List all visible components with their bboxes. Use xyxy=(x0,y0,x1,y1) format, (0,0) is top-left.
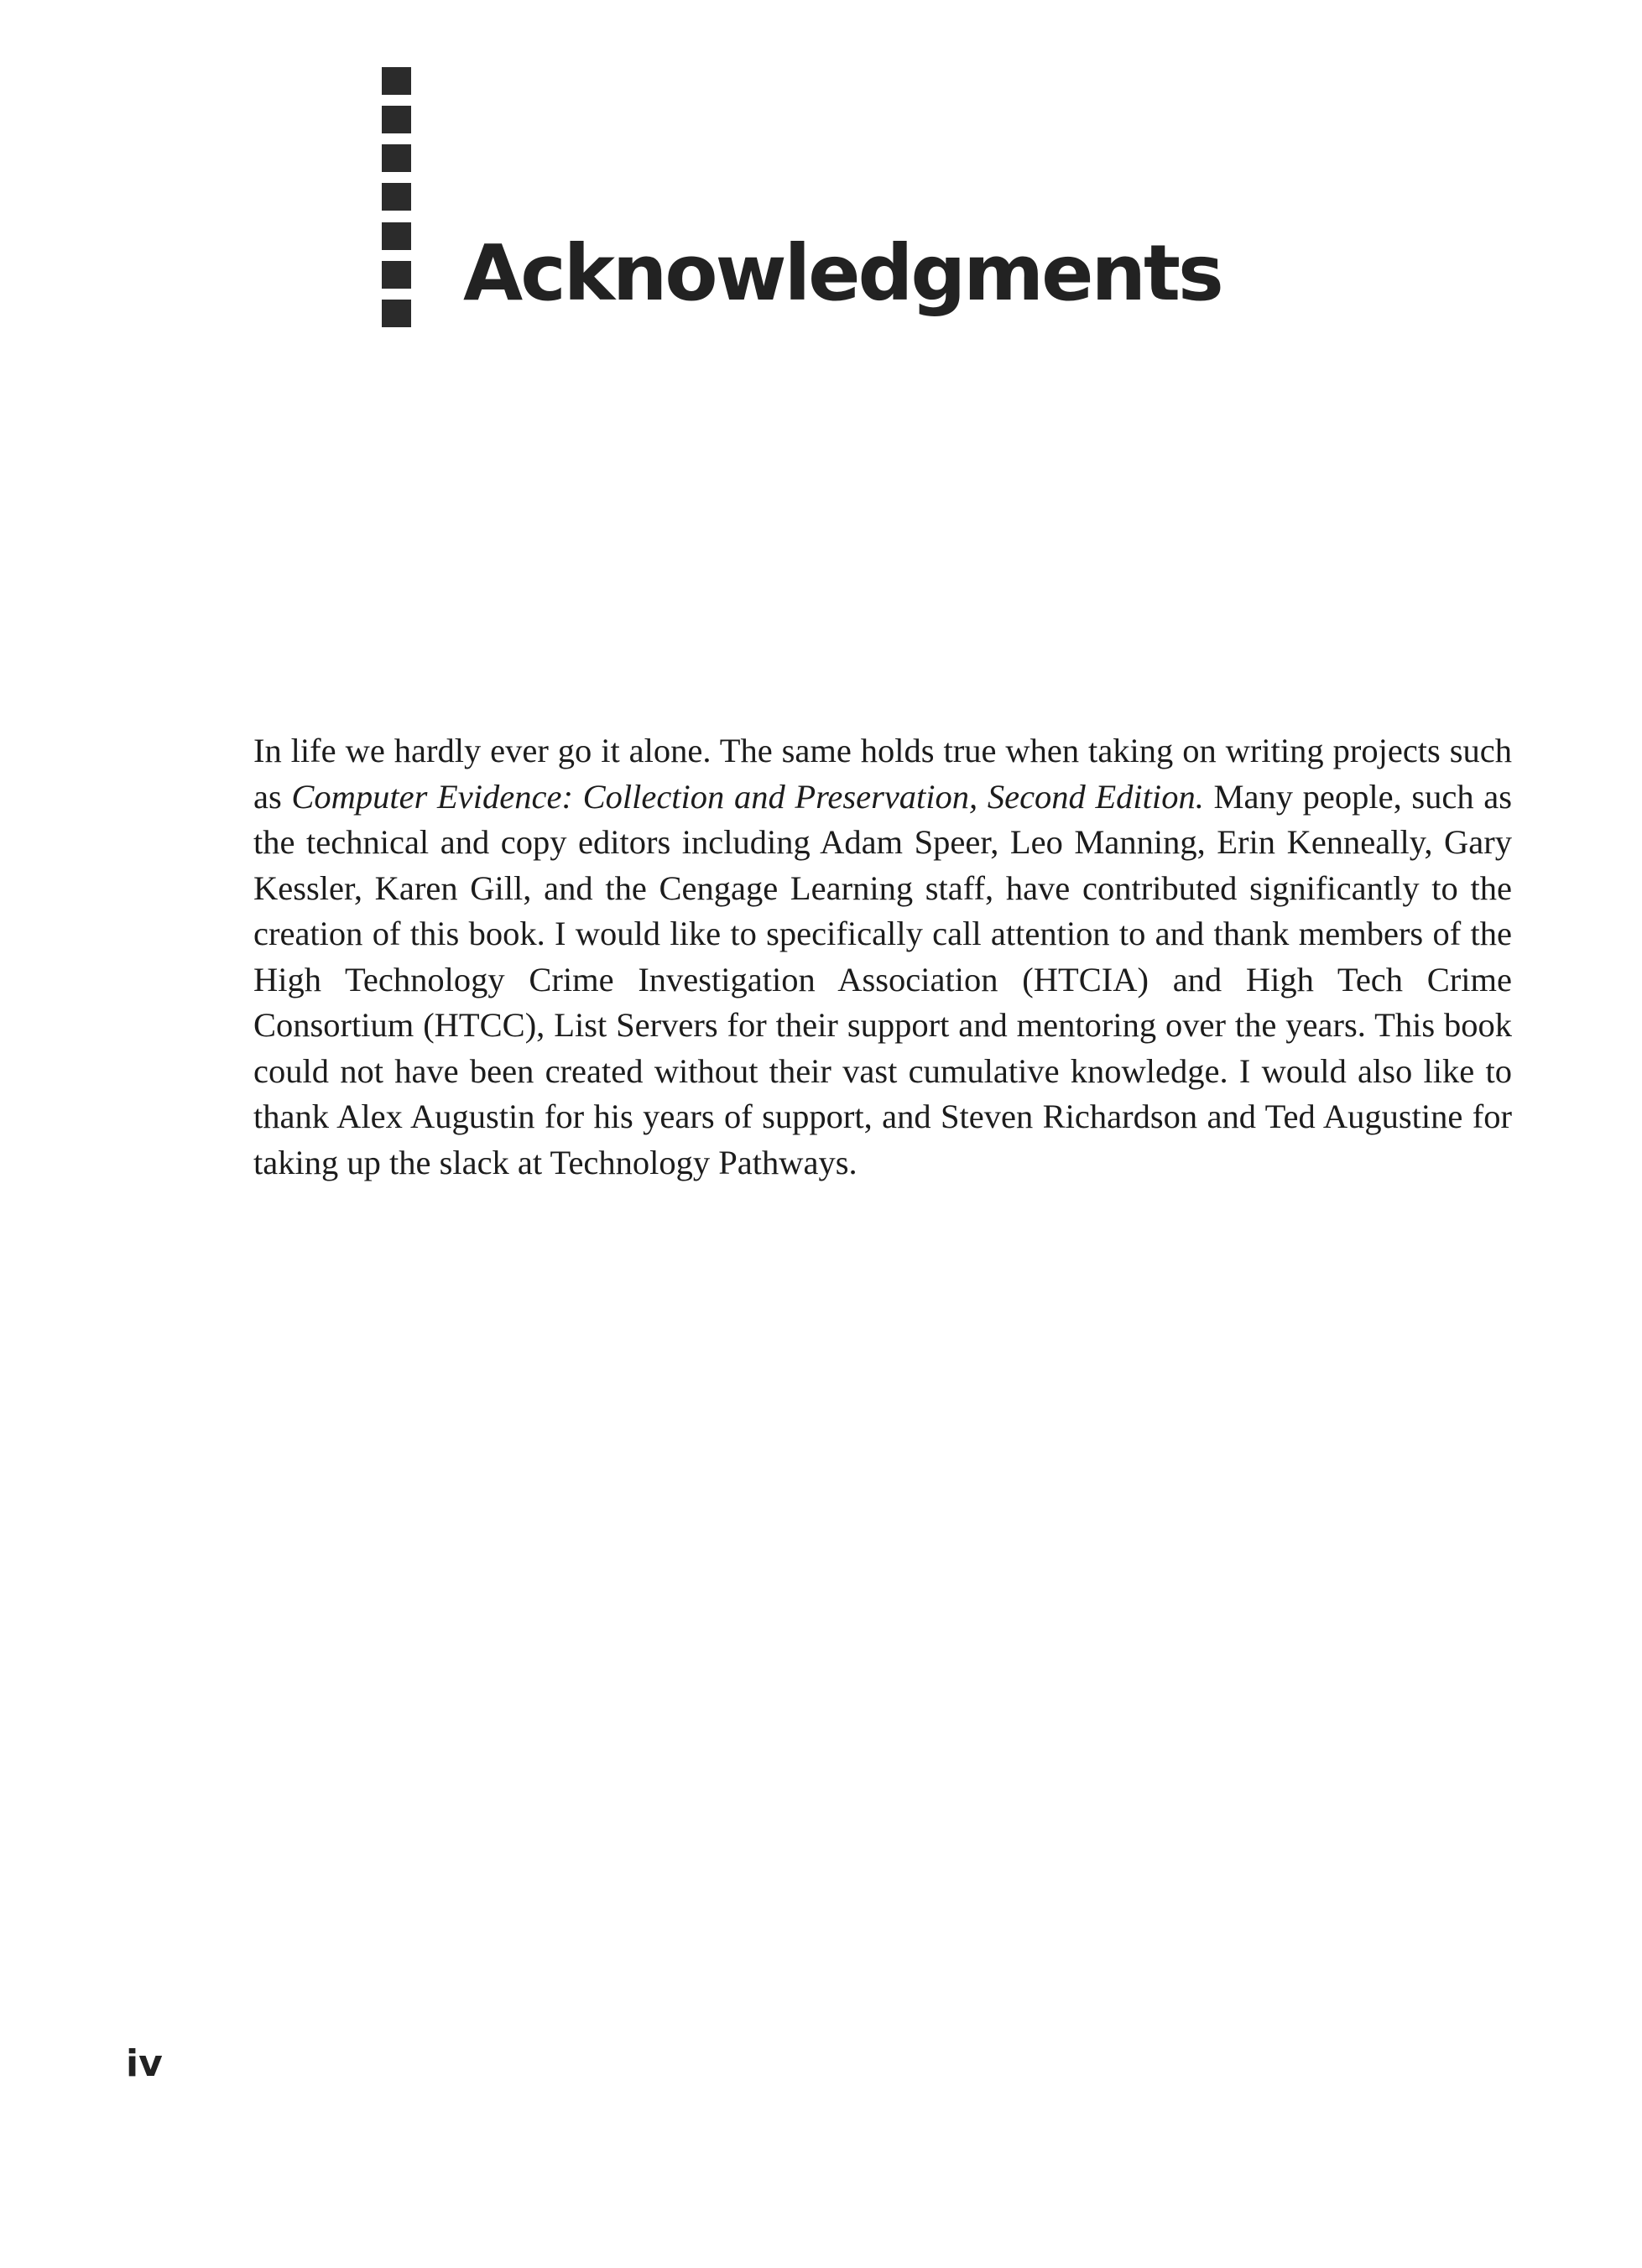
paragraph-text-rest: Many people, such as the technical and copy editors including Adam Speer, Leo Manning, Erin Kenneally, Gary Kessler, Karen Gill, and the Cengage Learning staff, have contributed significantly to the creation of this book. I would like to specifically call attention to and thank members of the High Technology Crime Investigation Association (HTCIA) and High Tech Crime Consortium (HTCC), List Servers for their support and mentoring over the years. This book could not have been created without their vast cumulative knowledge. I would also like to thank Alex Augustin for his years of support, and Steven Richardson and Ted Augustine for taking up the slack at Technology Pathways. xyxy=(253,777,1512,1181)
chapter-marker-decoration xyxy=(382,67,411,327)
marker-block xyxy=(382,183,411,211)
marker-block xyxy=(382,144,411,172)
marker-block xyxy=(382,222,411,250)
paragraph-text-start: In life we hardly ever go it alone. The same holds true when taking on writing projects such as xyxy=(253,732,1512,816)
marker-block xyxy=(382,261,411,289)
page-number: iv xyxy=(126,2042,163,2085)
chapter-title: Acknowledgments xyxy=(463,228,1222,318)
marker-block xyxy=(382,106,411,133)
book-title: Computer Evidence: Collection and Preservation, Second Edition. xyxy=(291,777,1204,816)
marker-block xyxy=(382,300,411,327)
marker-block xyxy=(382,67,411,95)
acknowledgments-paragraph xyxy=(253,728,1512,1186)
